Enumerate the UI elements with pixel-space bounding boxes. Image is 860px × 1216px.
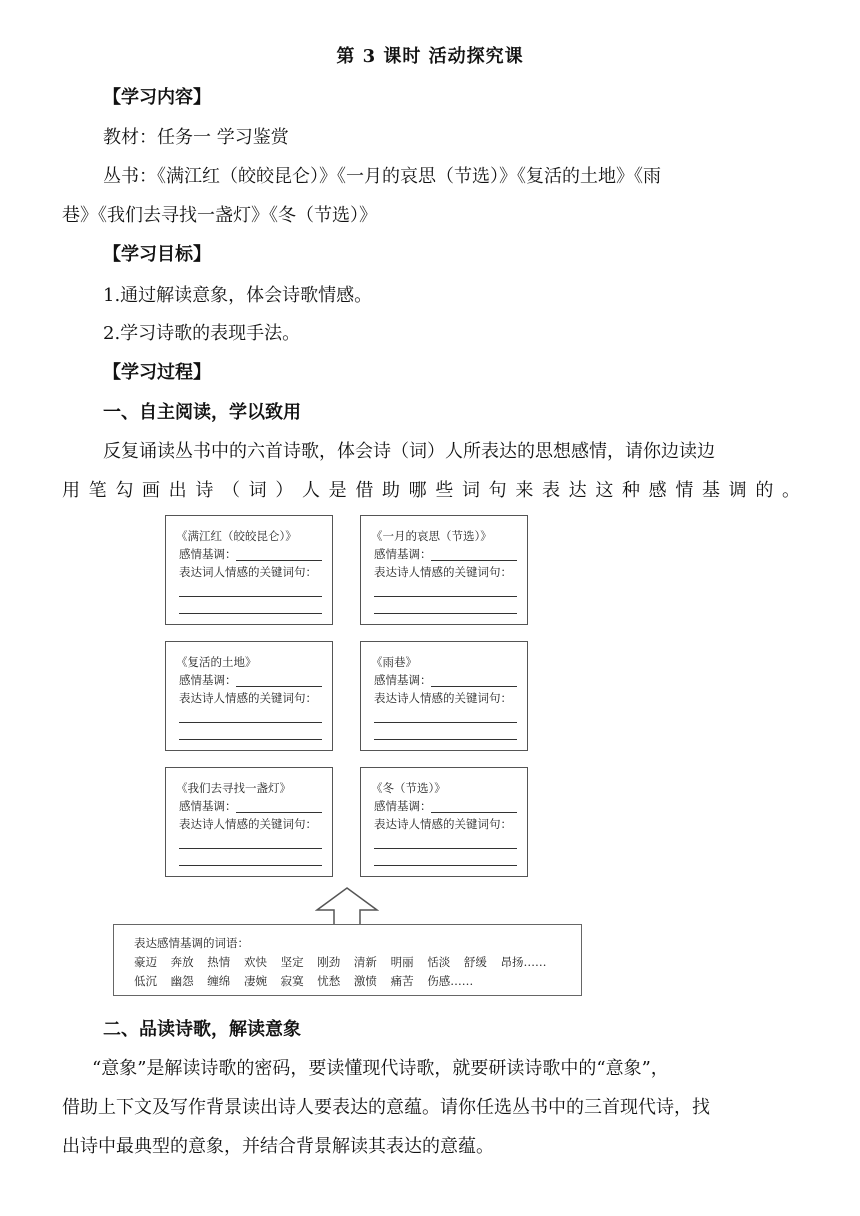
emotion-words-box [113,924,582,996]
answer-line [179,865,322,866]
card-tone-label: 感情基调： [179,547,237,561]
answer-line [179,722,322,723]
poem-card-3 [165,641,333,751]
answer-line [179,848,322,849]
card-key-label: 表达诗人情感的关键词句： [374,817,512,831]
card-key-label: 表达诗人情感的关键词句： [374,565,512,579]
card-title: 《雨巷》 [371,655,417,669]
goal-2: 2.学习诗歌的表现手法。 [103,323,301,344]
poem-card-4 [360,641,528,751]
poem-card-1 [165,515,333,625]
card-title: 《冬（节选）》 [371,781,446,795]
card-title: 《复活的土地》 [176,655,257,669]
word-row-1: 豪迈 奔放 热情 欢快 坚定 刚劲 清新 明丽 恬淡 舒缓 昂扬…… [134,955,547,969]
poem-card-6 [360,767,528,877]
answer-line [179,613,322,614]
learning-content-heading: 【学习内容】 [103,87,211,108]
part1-paragraph-line-1: 反复诵读丛书中的六首诗歌，体会诗（词）人所表达的思想感情，请你边读边 [103,441,715,462]
answer-line [374,596,517,597]
poem-card-5 [165,767,333,877]
card-title: 《一月的哀思（节选）》 [371,529,492,543]
card-title: 《满江红（皎皎昆仑）》 [176,529,297,543]
card-tone-label: 感情基调： [374,799,432,813]
learning-process-heading: 【学习过程】 [103,362,211,383]
part2-paragraph-line-3: 出诗中最典型的意象，并结合背景解读其表达的意蕴。 [62,1136,494,1157]
tone-blank-line [431,686,517,687]
part1-heading: 一、自主阅读，学以致用 [103,402,301,423]
card-tone-label: 感情基调： [374,673,432,687]
answer-line [374,848,517,849]
tone-blank-line [236,686,322,687]
answer-line [374,722,517,723]
tone-blank-line [431,812,517,813]
page-title: 第 3 课时 活动探究课 [336,46,524,67]
tone-blank-line [431,560,517,561]
word-box-heading: 表达感情基调的词语： [134,936,249,950]
part1-paragraph-line-2: 用笔勾画出诗（词）人是借助哪些词句来表达这种感情基调的。 [62,480,800,501]
part2-paragraph-line-1: “意象”是解读诗歌的密码，要读懂现代诗歌，就要研读诗歌中的“意象”， [92,1058,669,1079]
tone-blank-line [236,560,322,561]
card-key-label: 表达词人情感的关键词句： [179,565,317,579]
textbook-line: 教材：任务一 学习鉴赏 [103,127,289,148]
learning-goals-heading: 【学习目标】 [103,244,211,265]
part2-heading: 二、品读诗歌，解读意象 [103,1019,301,1040]
card-key-label: 表达诗人情感的关键词句： [179,817,317,831]
goal-1: 1.通过解读意象，体会诗歌情感。 [103,285,373,306]
series-books-line-2: 巷》《我们去寻找一盏灯》《冬（节选）》 [62,205,377,226]
card-key-label: 表达诗人情感的关键词句： [179,691,317,705]
card-tone-label: 感情基调： [179,799,237,813]
answer-line [179,596,322,597]
card-tone-label: 感情基调： [374,547,432,561]
series-books-line-1: 丛书：《满江红（皎皎昆仑）》《一月的哀思（节选）》《复活的土地》《雨 [103,166,661,187]
card-tone-label: 感情基调： [179,673,237,687]
poem-card-2 [360,515,528,625]
answer-line [179,739,322,740]
answer-line [374,865,517,866]
up-arrow-icon [315,886,379,926]
answer-line [374,739,517,740]
card-key-label: 表达诗人情感的关键词句： [374,691,512,705]
tone-blank-line [236,812,322,813]
card-title: 《我们去寻找一盏灯》 [176,781,291,795]
answer-line [374,613,517,614]
word-row-2: 低沉 幽怨 缠绵 凄婉 寂寞 忧愁 激愤 痛苦 伤感…… [134,974,474,988]
part2-paragraph-line-2: 借助上下文及写作背景读出诗人要表达的意蕴。请你任选丛书中的三首现代诗，找 [62,1097,710,1118]
